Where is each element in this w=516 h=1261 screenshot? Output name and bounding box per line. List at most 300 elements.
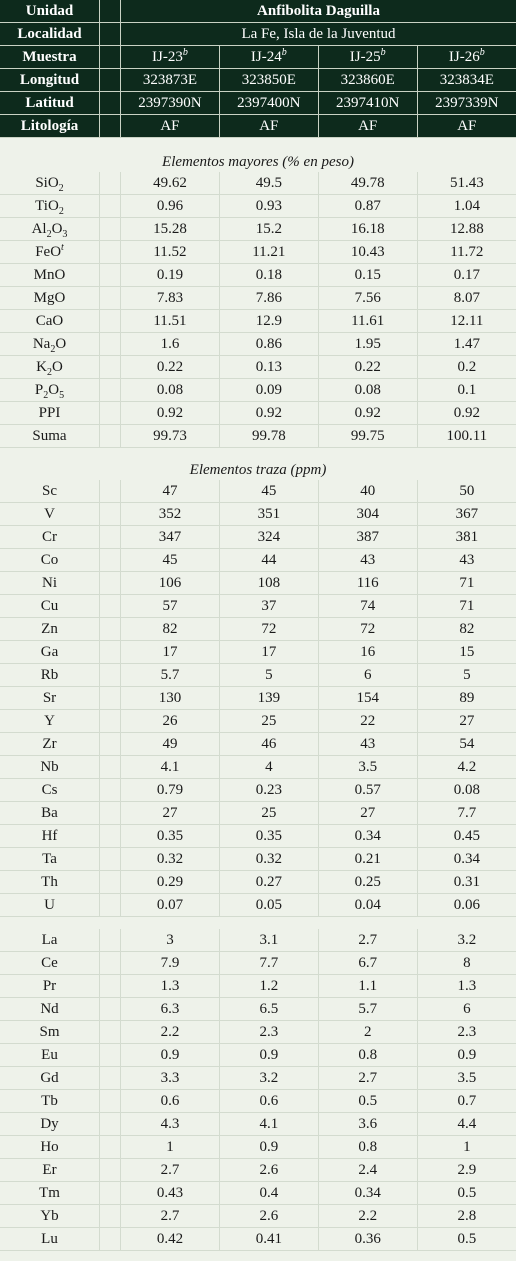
value-cell: 0.45 (417, 825, 516, 848)
value-cell: 0.04 (318, 894, 417, 917)
table-row (0, 1090, 516, 1113)
header-row-litologia (0, 115, 516, 138)
litologia-cell: AF (121, 115, 220, 138)
litologia-cell: AF (219, 115, 318, 138)
element-label: Yb (0, 1205, 100, 1228)
value-cell: 0.18 (219, 264, 318, 287)
latitud-cell: 2397410N (318, 92, 417, 115)
value-cell: 54 (417, 733, 516, 756)
value-cell: 46 (219, 733, 318, 756)
value-cell: 2.7 (121, 1205, 220, 1228)
unidad-label: Unidad (0, 0, 100, 23)
value-cell: 139 (219, 687, 318, 710)
value-cell: 4 (219, 756, 318, 779)
value-cell: 0.22 (318, 356, 417, 379)
value-cell: 4.1 (121, 756, 220, 779)
value-cell: 71 (417, 595, 516, 618)
value-cell: 27 (318, 802, 417, 825)
value-cell: 2.6 (219, 1205, 318, 1228)
element-label: Cr (0, 526, 100, 549)
value-cell: 351 (219, 503, 318, 526)
header-row-localidad (0, 23, 516, 46)
value-cell: 0.27 (219, 871, 318, 894)
value-cell: 0.32 (121, 848, 220, 871)
value-cell: 0.41 (219, 1228, 318, 1251)
value-cell: 2.4 (318, 1159, 417, 1182)
element-label: Rb (0, 664, 100, 687)
value-cell: 1.3 (121, 975, 220, 998)
value-cell: 2.3 (219, 1021, 318, 1044)
litologia-label: Litología (0, 115, 100, 138)
value-cell: 11.72 (417, 241, 516, 264)
element-label: FeO$^t$ (0, 241, 100, 264)
table-row (0, 641, 516, 664)
value-cell: 0.96 (121, 195, 220, 218)
element-label: Cs (0, 779, 100, 802)
table-row (0, 848, 516, 871)
value-cell: 7.83 (121, 287, 220, 310)
value-cell: 0.31 (417, 871, 516, 894)
header-row-muestra (0, 46, 516, 69)
value-cell: 4.1 (219, 1113, 318, 1136)
value-cell: 49 (121, 733, 220, 756)
element-label: Ho (0, 1136, 100, 1159)
litologia-cell: AF (417, 115, 516, 138)
value-cell: 2.8 (417, 1205, 516, 1228)
element-label: Nd (0, 998, 100, 1021)
value-cell: 0.22 (121, 356, 220, 379)
element-label: Hf (0, 825, 100, 848)
value-cell: 0.32 (219, 848, 318, 871)
table-row (0, 572, 516, 595)
value-cell: 7.56 (318, 287, 417, 310)
table-row (0, 1159, 516, 1182)
value-cell: 0.8 (318, 1044, 417, 1067)
value-cell: 0.1 (417, 379, 516, 402)
value-cell: 0.07 (121, 894, 220, 917)
unidad-value: Anfibolita Daguilla (121, 0, 516, 23)
value-cell: 11.21 (219, 241, 318, 264)
element-label: SiO$_2$ (0, 172, 100, 195)
value-cell: 40 (318, 480, 417, 503)
value-cell: 6 (417, 998, 516, 1021)
element-label: Er (0, 1159, 100, 1182)
value-cell: 8 (417, 952, 516, 975)
table-row (0, 802, 516, 825)
table-row (0, 287, 516, 310)
value-cell: 7.9 (121, 952, 220, 975)
value-cell: 324 (219, 526, 318, 549)
value-cell: 82 (417, 618, 516, 641)
section-title-mayores: Elementos mayores (% en peso) (162, 154, 354, 170)
value-cell: 0.92 (121, 402, 220, 425)
value-cell: 72 (318, 618, 417, 641)
value-cell: 0.35 (219, 825, 318, 848)
value-cell: 2.7 (318, 929, 417, 952)
element-label: Zr (0, 733, 100, 756)
value-cell: 0.5 (417, 1228, 516, 1251)
value-cell: 0.06 (417, 894, 516, 917)
element-label: V (0, 503, 100, 526)
element-label: Gd (0, 1067, 100, 1090)
value-cell: 50 (417, 480, 516, 503)
ree-table (0, 929, 516, 1251)
value-cell: 0.9 (219, 1136, 318, 1159)
value-cell: 12.9 (219, 310, 318, 333)
value-cell: 3.1 (219, 929, 318, 952)
latitud-cell: 2397400N (219, 92, 318, 115)
mayores-table (0, 172, 516, 448)
value-cell: 99.73 (121, 425, 220, 448)
value-cell: 352 (121, 503, 220, 526)
value-cell: 8.07 (417, 287, 516, 310)
header-row-unidad (0, 0, 516, 23)
table-row (0, 333, 516, 356)
value-cell: 0.42 (121, 1228, 220, 1251)
value-cell: 0.08 (417, 779, 516, 802)
table-row (0, 733, 516, 756)
value-cell: 0.34 (318, 1182, 417, 1205)
table-row (0, 929, 516, 952)
value-cell: 6.7 (318, 952, 417, 975)
value-cell: 0.9 (219, 1044, 318, 1067)
element-label: La (0, 929, 100, 952)
element-label: U (0, 894, 100, 917)
table-row (0, 425, 516, 448)
element-label: CaO (0, 310, 100, 333)
element-label: Eu (0, 1044, 100, 1067)
element-label: Y (0, 710, 100, 733)
value-cell: 12.88 (417, 218, 516, 241)
value-cell: 0.08 (318, 379, 417, 402)
value-cell: 0.2 (417, 356, 516, 379)
table-row (0, 356, 516, 379)
element-label: Tm (0, 1182, 100, 1205)
value-cell: 15.2 (219, 218, 318, 241)
value-cell: 7.86 (219, 287, 318, 310)
value-cell: 130 (121, 687, 220, 710)
value-cell: 49.62 (121, 172, 220, 195)
table-row (0, 1205, 516, 1228)
value-cell: 37 (219, 595, 318, 618)
value-cell: 43 (417, 549, 516, 572)
value-cell: 0.5 (417, 1182, 516, 1205)
value-cell: 17 (121, 641, 220, 664)
value-cell: 0.19 (121, 264, 220, 287)
value-cell: 44 (219, 549, 318, 572)
table-row (0, 1044, 516, 1067)
value-cell: 100.11 (417, 425, 516, 448)
muestra-cell: IJ-23$^b$ (121, 46, 220, 69)
value-cell: 43 (318, 733, 417, 756)
value-cell: 57 (121, 595, 220, 618)
value-cell: 82 (121, 618, 220, 641)
element-label: Sm (0, 1021, 100, 1044)
value-cell: 3 (121, 929, 220, 952)
value-cell: 1 (417, 1136, 516, 1159)
element-label: Co (0, 549, 100, 572)
latitud-cell: 2397339N (417, 92, 516, 115)
value-cell: 367 (417, 503, 516, 526)
value-cell: 2.2 (318, 1205, 417, 1228)
table-row (0, 894, 516, 917)
table-row (0, 1182, 516, 1205)
table-row (0, 402, 516, 425)
value-cell: 0.6 (219, 1090, 318, 1113)
longitud-cell: 323850E (219, 69, 318, 92)
value-cell: 11.52 (121, 241, 220, 264)
litologia-cell: AF (318, 115, 417, 138)
value-cell: 2.9 (417, 1159, 516, 1182)
traza-table (0, 480, 516, 917)
element-label: MnO (0, 264, 100, 287)
value-cell: 0.5 (318, 1090, 417, 1113)
element-label: MgO (0, 287, 100, 310)
value-cell: 99.78 (219, 425, 318, 448)
value-cell: 6 (318, 664, 417, 687)
latitud-label: Latitud (0, 92, 100, 115)
value-cell: 25 (219, 802, 318, 825)
value-cell: 0.86 (219, 333, 318, 356)
element-label: Ta (0, 848, 100, 871)
value-cell: 0.23 (219, 779, 318, 802)
element-label: Zn (0, 618, 100, 641)
value-cell: 89 (417, 687, 516, 710)
value-cell: 0.36 (318, 1228, 417, 1251)
value-cell: 106 (121, 572, 220, 595)
value-cell: 0.09 (219, 379, 318, 402)
value-cell: 12.11 (417, 310, 516, 333)
value-cell: 0.34 (417, 848, 516, 871)
value-cell: 0.87 (318, 195, 417, 218)
element-label: Lu (0, 1228, 100, 1251)
value-cell: 0.17 (417, 264, 516, 287)
element-label: TiO$_2$ (0, 195, 100, 218)
value-cell: 2.7 (318, 1067, 417, 1090)
value-cell: 3.5 (318, 756, 417, 779)
value-cell: 26 (121, 710, 220, 733)
element-label: $Al_2O_3$ (0, 218, 100, 241)
value-cell: 2.3 (417, 1021, 516, 1044)
value-cell: 387 (318, 526, 417, 549)
element-label: Ga (0, 641, 100, 664)
value-cell: 15.28 (121, 218, 220, 241)
value-cell: 15 (417, 641, 516, 664)
value-cell: 6.5 (219, 998, 318, 1021)
value-cell: 0.34 (318, 825, 417, 848)
value-cell: 0.05 (219, 894, 318, 917)
value-cell: 108 (219, 572, 318, 595)
value-cell: 0.21 (318, 848, 417, 871)
table-row (0, 1021, 516, 1044)
value-cell: 1.47 (417, 333, 516, 356)
element-label: Nb (0, 756, 100, 779)
value-cell: 7.7 (417, 802, 516, 825)
header-table (0, 0, 516, 138)
muestra-cell: IJ-25$^b$ (318, 46, 417, 69)
muestra-cell: IJ-26$^b$ (417, 46, 516, 69)
value-cell: 7.7 (219, 952, 318, 975)
table-row (0, 379, 516, 402)
element-label: $P_2O_5$ (0, 379, 100, 402)
value-cell: 27 (121, 802, 220, 825)
value-cell: 11.51 (121, 310, 220, 333)
longitud-label: Longitud (0, 69, 100, 92)
value-cell: 6.3 (121, 998, 220, 1021)
table-row (0, 618, 516, 641)
table-row (0, 825, 516, 848)
value-cell: 49.78 (318, 172, 417, 195)
muestra-label: Muestra (0, 46, 100, 69)
value-cell: 16 (318, 641, 417, 664)
latitud-cell: 2397390N (121, 92, 220, 115)
table-row (0, 779, 516, 802)
value-cell: 99.75 (318, 425, 417, 448)
element-label: Sc (0, 480, 100, 503)
value-cell: 0.93 (219, 195, 318, 218)
longitud-cell: 323860E (318, 69, 417, 92)
value-cell: 0.15 (318, 264, 417, 287)
value-cell: 4.2 (417, 756, 516, 779)
value-cell: 4.3 (121, 1113, 220, 1136)
table-row (0, 1228, 516, 1251)
value-cell: 1.2 (219, 975, 318, 998)
longitud-cell: 323834E (417, 69, 516, 92)
value-cell: 2.6 (219, 1159, 318, 1182)
table-row (0, 310, 516, 333)
element-label: $K_2O$ (0, 356, 100, 379)
value-cell: 45 (121, 549, 220, 572)
value-cell: 74 (318, 595, 417, 618)
value-cell: 0.9 (121, 1044, 220, 1067)
value-cell: 116 (318, 572, 417, 595)
table-row (0, 1136, 516, 1159)
element-label: Ni (0, 572, 100, 595)
value-cell: 5.7 (318, 998, 417, 1021)
value-cell: 1.1 (318, 975, 417, 998)
value-cell: 0.43 (121, 1182, 220, 1205)
element-label: Cu (0, 595, 100, 618)
localidad-value: La Fe, Isla de la Juventud (121, 23, 516, 46)
value-cell: 11.61 (318, 310, 417, 333)
value-cell: 2.2 (121, 1021, 220, 1044)
muestra-cell: IJ-24$^b$ (219, 46, 318, 69)
value-cell: 154 (318, 687, 417, 710)
value-cell: 51.43 (417, 172, 516, 195)
table-row (0, 975, 516, 998)
value-cell: 10.43 (318, 241, 417, 264)
element-label: Th (0, 871, 100, 894)
value-cell: 43 (318, 549, 417, 572)
element-label: Tb (0, 1090, 100, 1113)
table-row (0, 549, 516, 572)
table-row (0, 871, 516, 894)
element-label: $Na_2O$ (0, 333, 100, 356)
table-row (0, 218, 516, 241)
value-cell: 5.7 (121, 664, 220, 687)
table-row (0, 1067, 516, 1090)
table-row (0, 241, 516, 264)
value-cell: 0.29 (121, 871, 220, 894)
table-row (0, 195, 516, 218)
value-cell: 0.08 (121, 379, 220, 402)
value-cell: 0.92 (318, 402, 417, 425)
value-cell: 3.2 (417, 929, 516, 952)
element-label: Suma (0, 425, 100, 448)
table-row (0, 664, 516, 687)
element-label: Dy (0, 1113, 100, 1136)
value-cell: 1.95 (318, 333, 417, 356)
value-cell: 3.5 (417, 1067, 516, 1090)
value-cell: 0.8 (318, 1136, 417, 1159)
element-label: Sr (0, 687, 100, 710)
value-cell: 1.3 (417, 975, 516, 998)
table-row (0, 264, 516, 287)
value-cell: 304 (318, 503, 417, 526)
value-cell: 27 (417, 710, 516, 733)
table-row (0, 1113, 516, 1136)
table-row (0, 952, 516, 975)
value-cell: 0.7 (417, 1090, 516, 1113)
table-row (0, 172, 516, 195)
value-cell: 1.6 (121, 333, 220, 356)
value-cell: 16.18 (318, 218, 417, 241)
table-row (0, 503, 516, 526)
value-cell: 72 (219, 618, 318, 641)
value-cell: 22 (318, 710, 417, 733)
value-cell: 0.9 (417, 1044, 516, 1067)
value-cell: 17 (219, 641, 318, 664)
value-cell: 5 (219, 664, 318, 687)
element-label: Ba (0, 802, 100, 825)
table-row (0, 595, 516, 618)
element-label: Pr (0, 975, 100, 998)
element-label: Ce (0, 952, 100, 975)
header-row-latitud (0, 92, 516, 115)
value-cell: 0.13 (219, 356, 318, 379)
value-cell: 0.57 (318, 779, 417, 802)
value-cell: 71 (417, 572, 516, 595)
value-cell: 2 (318, 1021, 417, 1044)
value-cell: 0.6 (121, 1090, 220, 1113)
table-row (0, 480, 516, 503)
value-cell: 47 (121, 480, 220, 503)
value-cell: 381 (417, 526, 516, 549)
value-cell: 347 (121, 526, 220, 549)
value-cell: 0.92 (417, 402, 516, 425)
value-cell: 3.2 (219, 1067, 318, 1090)
value-cell: 5 (417, 664, 516, 687)
header-row-longitud (0, 69, 516, 92)
element-label: PPI (0, 402, 100, 425)
value-cell: 3.6 (318, 1113, 417, 1136)
value-cell: 0.92 (219, 402, 318, 425)
value-cell: 1.04 (417, 195, 516, 218)
localidad-label: Localidad (0, 23, 100, 46)
value-cell: 49.5 (219, 172, 318, 195)
value-cell: 3.3 (121, 1067, 220, 1090)
table-row (0, 687, 516, 710)
table-row (0, 998, 516, 1021)
table-row (0, 710, 516, 733)
value-cell: 0.35 (121, 825, 220, 848)
value-cell: 1 (121, 1136, 220, 1159)
value-cell: 4.4 (417, 1113, 516, 1136)
longitud-cell: 323873E (121, 69, 220, 92)
value-cell: 0.79 (121, 779, 220, 802)
value-cell: 45 (219, 480, 318, 503)
table-row (0, 756, 516, 779)
